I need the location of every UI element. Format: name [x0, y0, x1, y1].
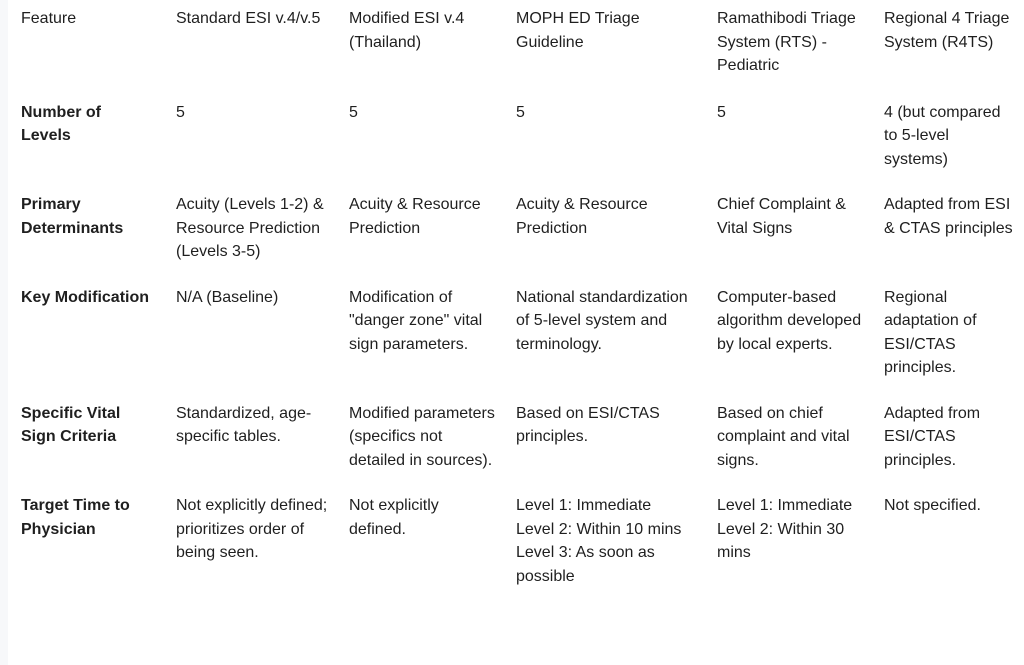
table-cell: Modification of "danger zone" vital sign parameters.: [349, 288, 483, 353]
table-row: [8, 396, 1024, 489]
table-cell: Adapted from ESI/CTAS principles.: [884, 404, 981, 469]
table-cell: Based on chief complaint and vital signs.: [717, 404, 850, 469]
table-cell: Level 1: Immediate Level 2: Within 30 mins: [717, 497, 853, 561]
table-cell: Chief Complaint & Vital Signs: [717, 196, 846, 237]
table-row: [8, 95, 1024, 188]
table-cell: Modified parameters (specifics not detailed in sources).: [349, 404, 495, 469]
header-r4ts: Regional 4 Triage System (R4TS): [884, 10, 1010, 51]
table-cell: 5: [717, 103, 726, 121]
table-cell: Not explicitly defined; prioritizes order of being seen.: [176, 497, 328, 561]
header-standard-esi: Standard ESI v.4/v.5: [176, 10, 321, 27]
table-cell: 5: [516, 103, 525, 121]
table-cell: Based on ESI/CTAS principles.: [516, 404, 660, 445]
triage-comparison-table: [8, 0, 1024, 604]
table-cell: Acuity (Levels 1-2) & Resource Prediction (Levels 3-5): [176, 196, 324, 260]
header-feature: Feature: [21, 10, 77, 27]
table-cell: National standardization of 5-level system and terminology.: [516, 288, 688, 353]
table-cell: Acuity & Resource Prediction: [349, 196, 481, 237]
table-cell: Not explicitly defined.: [349, 497, 439, 538]
header-modified-esi: Modified ESI v.4 (Thailand): [349, 10, 465, 51]
table-row: [8, 488, 1024, 604]
row-label-target-time-to-physician: Target Time to Physician: [21, 497, 130, 538]
row-label-specific-vital-sign-criteria: Specific Vital Sign Criteria: [21, 404, 121, 445]
header-rts-pediatric: Ramathibodi Triage System (RTS) - Pediatric: [717, 10, 856, 74]
header-moph-ed: MOPH ED Triage Guideline: [516, 10, 640, 51]
table-cell: Adapted from ESI & CTAS principles: [884, 196, 1013, 237]
table-cell: 5: [176, 103, 185, 121]
table-row: [8, 280, 1024, 396]
table-cell: Computer-based algorithm developed by local experts.: [717, 288, 862, 353]
table-row: [8, 187, 1024, 280]
table-cell: 4 (but compared to 5-level systems): [884, 103, 1001, 168]
table-cell: N/A (Baseline): [176, 288, 279, 306]
row-label-number-of-levels: Number of Levels: [21, 103, 101, 144]
table-cell: Not specified.: [884, 497, 981, 514]
table-header-row: [8, 0, 1024, 95]
table-cell: 5: [349, 103, 358, 121]
table-cell: Level 1: Immediate Level 2: Within 10 mins Level 3: As soon as possible: [516, 497, 682, 585]
row-label-primary-determinants: Primary Determinants: [21, 196, 124, 237]
table-cell: Regional adaptation of ESI/CTAS principles.: [884, 288, 977, 376]
row-label-key-modification: Key Modification: [21, 288, 150, 306]
comparison-table-panel: [8, 0, 1024, 665]
table-cell: Standardized, age-specific tables.: [176, 404, 312, 445]
table-cell: Acuity & Resource Prediction: [516, 196, 648, 237]
